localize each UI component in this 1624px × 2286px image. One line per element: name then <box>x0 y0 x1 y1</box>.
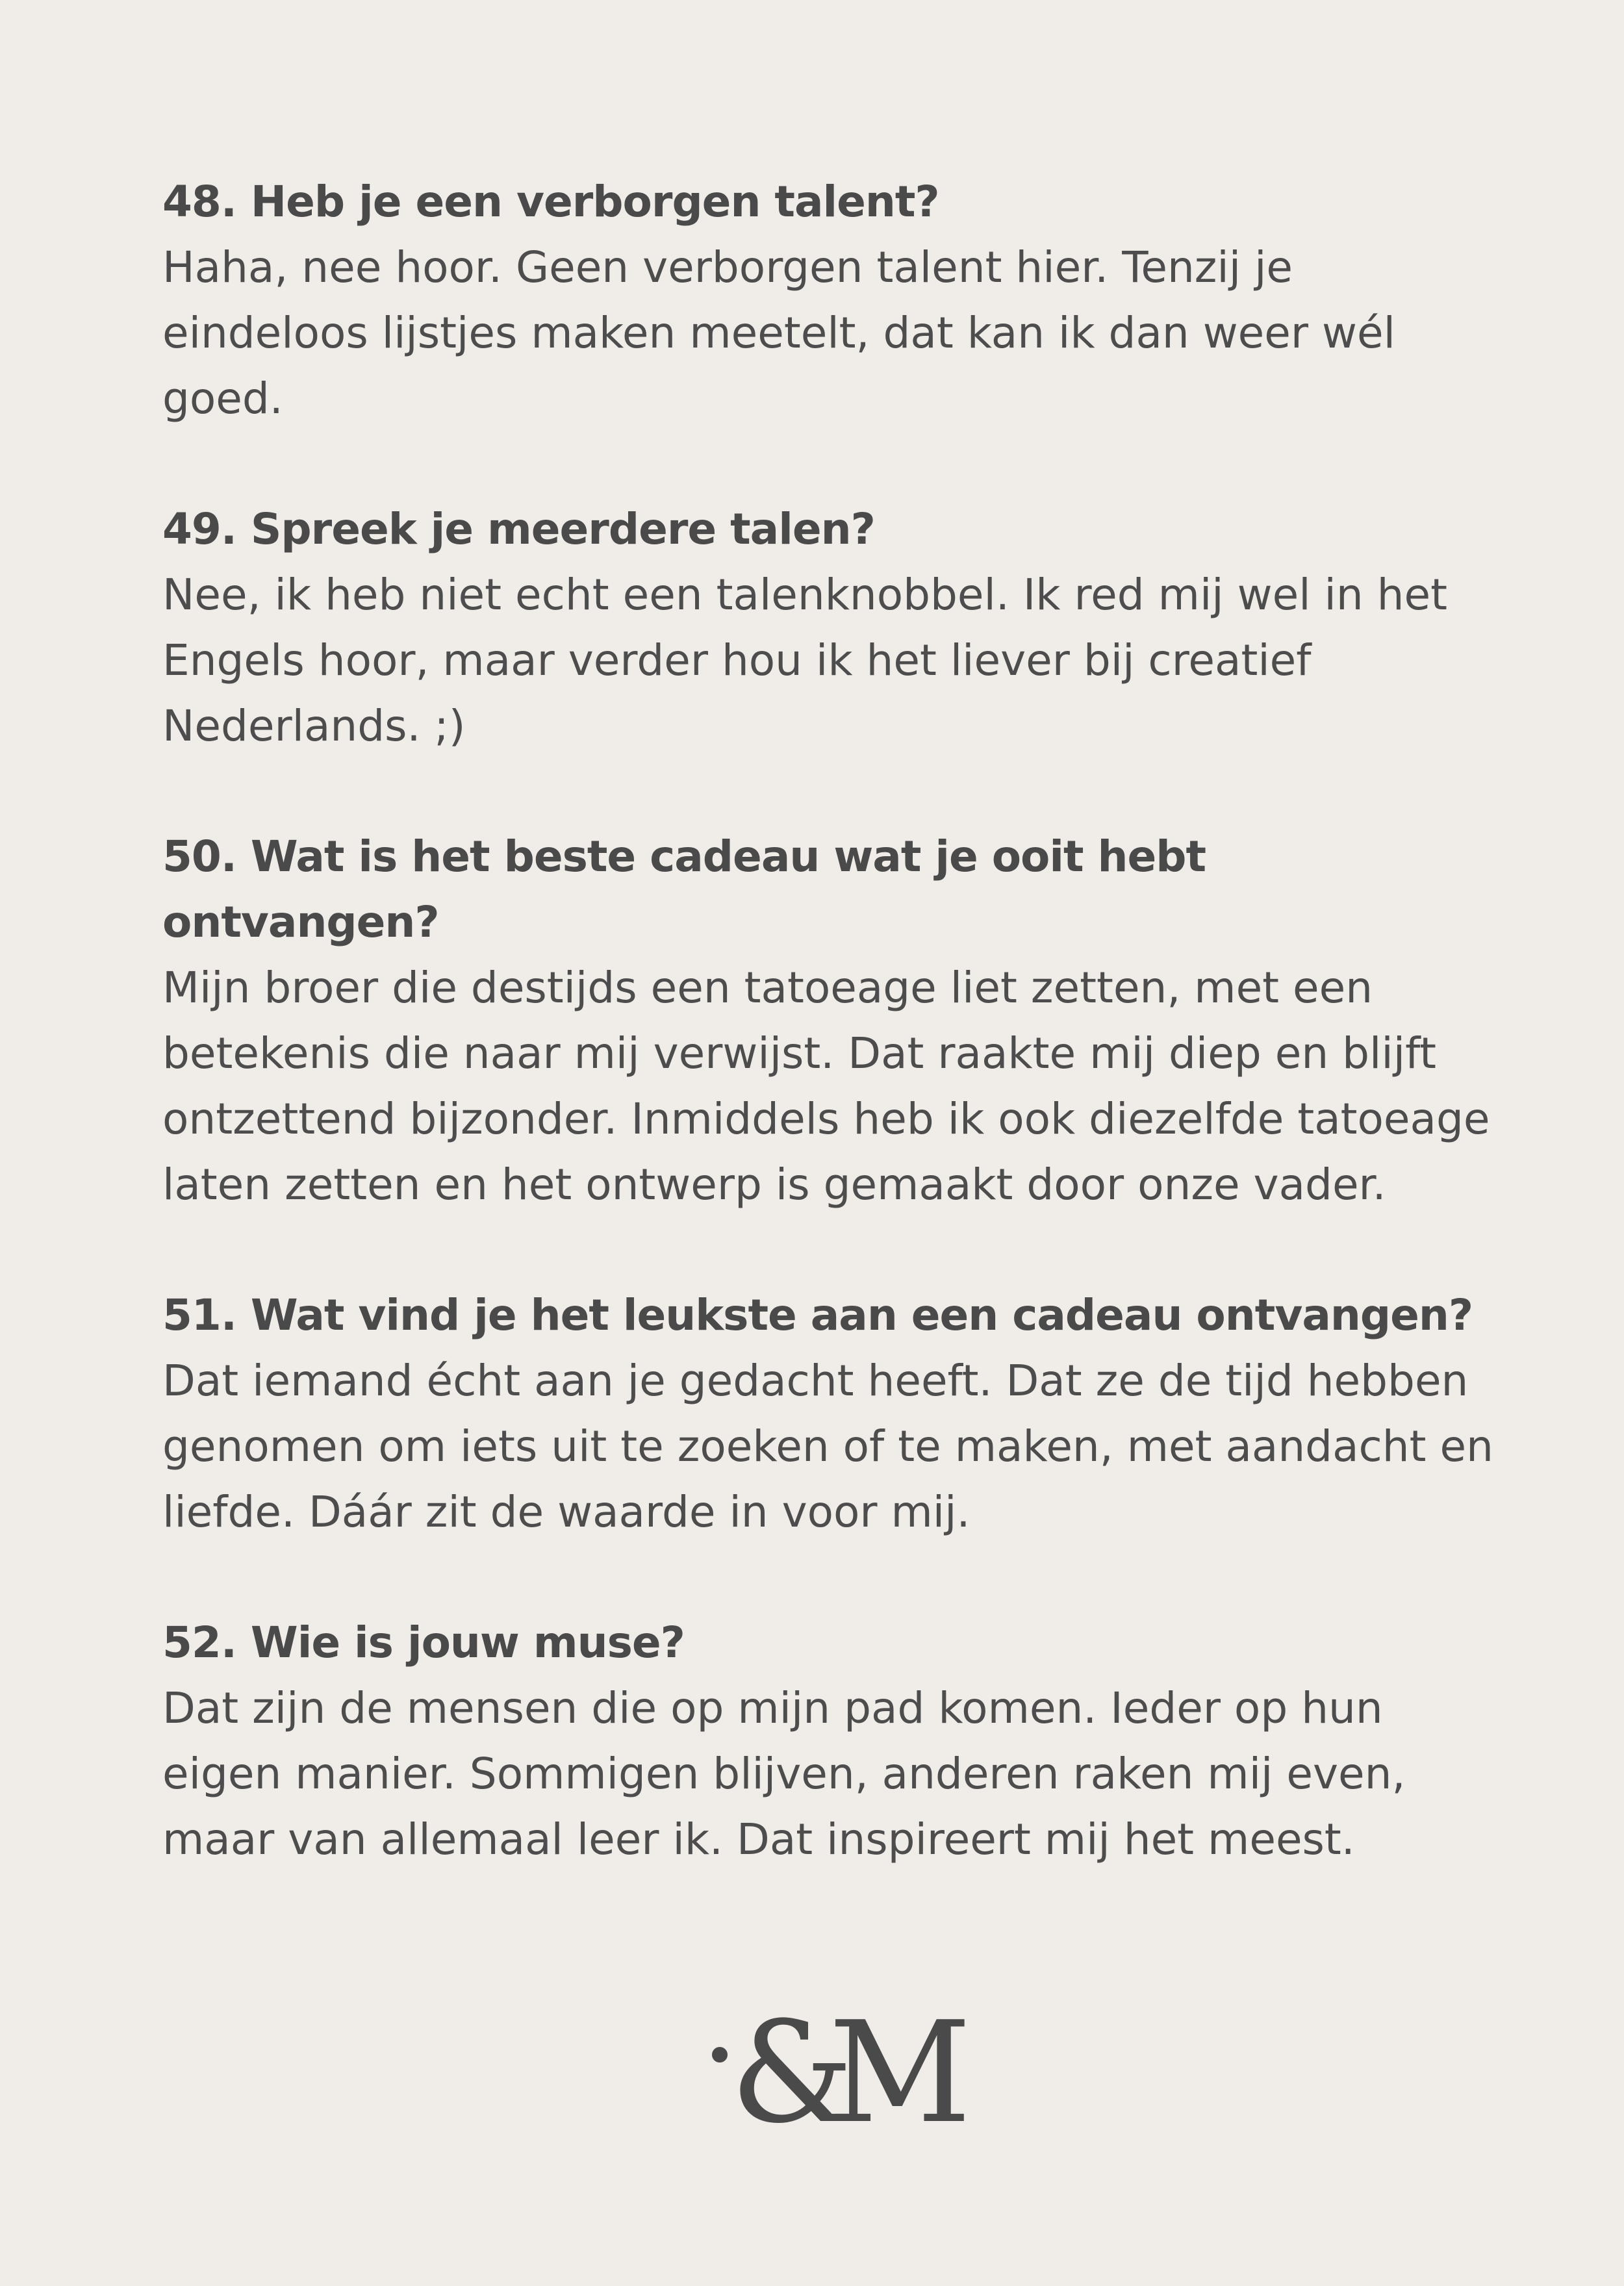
logo-monogram: &M <box>730 1991 946 2154</box>
answer-48: Haha, nee hoor. Geen verborgen talent hier. Tenzij je eindeloos lijstjes maken meetelt, dat kan ik dan weer wél goed. <box>162 242 1395 424</box>
answer-50: Mijn broer die destijds een tatoeage liet zetten, met een betekenis die naar mij verwijst. Dat raakte mij diep en blijft ontzettend bijzonder. Inmiddels heb ik ook diezelfde tatoeage laten zetten en het ontwerp is gemaakt door onze vader. <box>162 963 1490 1210</box>
qa-item-49 <box>162 496 1494 759</box>
qa-item-52 <box>162 1610 1494 1872</box>
qa-item-50 <box>162 824 1494 1217</box>
question-48: 48. Heb je een verborgen talent? <box>162 177 939 227</box>
question-49: 49. Spreek je meerdere talen? <box>162 504 875 554</box>
brand-logo <box>708 1991 946 2154</box>
qa-item-48 <box>162 169 1494 431</box>
answer-52: Dat zijn de mensen die op mijn pad komen. Ieder op hun eigen manier. Sommigen blijven, anderen raken mij even, maar van allemaal leer ik. Dat inspireert mij het meest. <box>162 1683 1406 1864</box>
qa-item-51 <box>162 1282 1494 1545</box>
question-50: 50. Wat is het beste cadeau wat je ooit hebt ontvangen? <box>162 832 1206 947</box>
logo-dot <box>712 2047 728 2063</box>
answer-51: Dat iemand écht aan je gedacht heeft. Dat ze de tijd hebben genomen om iets uit te zoeken of te maken, met aandacht en liefde. Dáár zit de waarde in voor mij. <box>162 1356 1493 1537</box>
qa-list <box>162 169 1494 1937</box>
question-51: 51. Wat vind je het leukste aan een cadeau ontvangen? <box>162 1290 1473 1340</box>
question-52: 52. Wie is jouw muse? <box>162 1618 685 1668</box>
answer-49: Nee, ik heb niet echt een talenknobbel. Ik red mij wel in het Engels hoor, maar verder hou ik het liever bij creatief Nederlands. ;) <box>162 570 1447 751</box>
